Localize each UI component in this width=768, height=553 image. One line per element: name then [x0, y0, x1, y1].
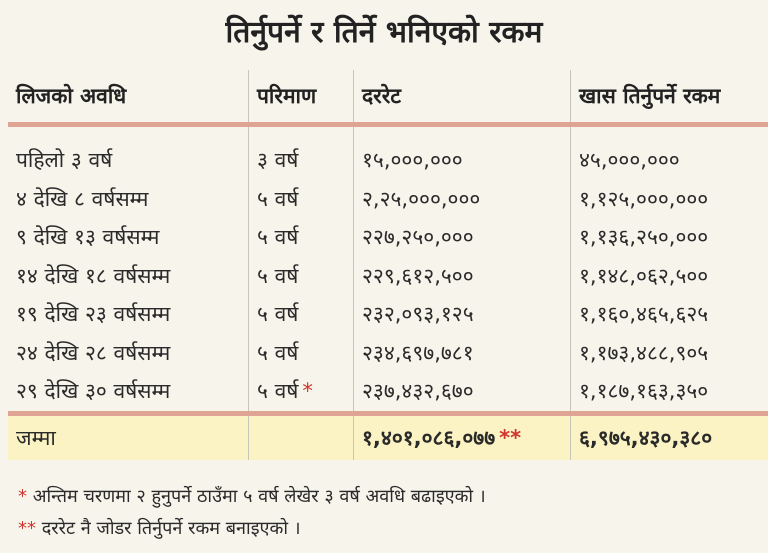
cell-rate: १५,०००,०००: [354, 125, 571, 180]
total-amount: ६,९७५,४३०,३८०: [571, 413, 768, 460]
header-lease-period: लिजको अवधि: [8, 70, 249, 125]
total-quantity-empty: [249, 413, 354, 460]
header-row: [8, 70, 768, 125]
total-label: जम्मा: [8, 413, 249, 460]
cell-amount: १,१४८,०६२,५००: [571, 257, 768, 296]
asterisk-marker: *: [302, 379, 313, 404]
footnote-marker: **: [18, 518, 36, 539]
cell-quantity: ३ वर्ष: [249, 125, 354, 180]
cell-amount: १,१६०,४६५,६२५: [571, 295, 768, 334]
footnote-text: दररेट नै जोडर तिर्नुपर्ने रकम बनाइएको ।: [41, 518, 301, 539]
cell-quantity: ५ वर्ष: [249, 257, 354, 296]
cell-period: १९ देखि २३ वर्षसम्म: [16, 302, 171, 327]
total-rate: [354, 413, 571, 460]
cell-period: पहिलो ३ वर्ष: [16, 148, 113, 173]
lease-payment-table: [8, 70, 768, 460]
cell-rate: २२९,६१२,५००: [354, 257, 571, 296]
cell-rate: २३२,०९३,१२५: [354, 295, 571, 334]
cell-rate: २२७,२५०,०००: [354, 218, 571, 257]
cell-period: ९ देखि १३ वर्षसम्म: [16, 225, 160, 250]
cell-rate: २३४,६९७,७८१: [354, 334, 571, 373]
cell-quantity: ५ वर्ष: [249, 295, 354, 334]
cell-quantity-text: ५ वर्ष: [257, 379, 299, 404]
header-quantity: परिमाण: [249, 70, 354, 125]
footnote-text: अन्तिम चरणमा २ हुनुपर्ने ठाउँमा ५ वर्ष लेखेर ३ वर्ष अवधि बढाइएको ।: [32, 486, 486, 507]
total-rate-value: १,४०१,०८६,०७७: [362, 425, 496, 450]
table-row: [8, 125, 768, 180]
table-title: तिर्नुपर्ने र तिर्ने भनिएको रकम: [225, 15, 543, 50]
footnote-marker: *: [18, 486, 27, 507]
table-row: [8, 372, 768, 413]
cell-period: ४ देखि ८ वर्षसम्म: [16, 186, 149, 211]
cell-quantity: ५ वर्ष: [249, 218, 354, 257]
double-asterisk-marker: **: [499, 425, 522, 450]
table-row: [8, 257, 768, 296]
table-row: [8, 180, 768, 219]
cell-period: २४ देखि २८ वर्षसम्म: [16, 340, 171, 365]
cell-quantity: ५ वर्ष: [249, 334, 354, 373]
cell-amount: १,१८७,१६३,३५०: [571, 372, 768, 413]
table-row: [8, 295, 768, 334]
footnote-single-asterisk: [14, 484, 486, 508]
cell-period: २९ देखि ३० वर्षसम्म: [16, 379, 171, 404]
footnote-double-asterisk: [14, 516, 301, 540]
cell-amount: ४५,०००,०००: [571, 125, 768, 180]
table-row: [8, 218, 768, 257]
cell-period: १४ देखि १८ वर्षसम्म: [16, 263, 171, 288]
cell-quantity: [249, 372, 354, 413]
header-rate: दररेट: [354, 70, 571, 125]
total-row: [8, 413, 768, 460]
cell-quantity: ५ वर्ष: [249, 180, 354, 219]
cell-rate: २३७,४३२,६७०: [354, 372, 571, 413]
cell-amount: १,१२५,०००,०००: [571, 180, 768, 219]
cell-amount: १,१७३,४८८,९०५: [571, 334, 768, 373]
cell-amount: १,१३६,२५०,०००: [571, 218, 768, 257]
cell-rate: २,२५,०००,०००: [354, 180, 571, 219]
table-row: [8, 334, 768, 373]
header-actual-amount: खास तिर्नुपर्ने रकम: [571, 70, 768, 125]
